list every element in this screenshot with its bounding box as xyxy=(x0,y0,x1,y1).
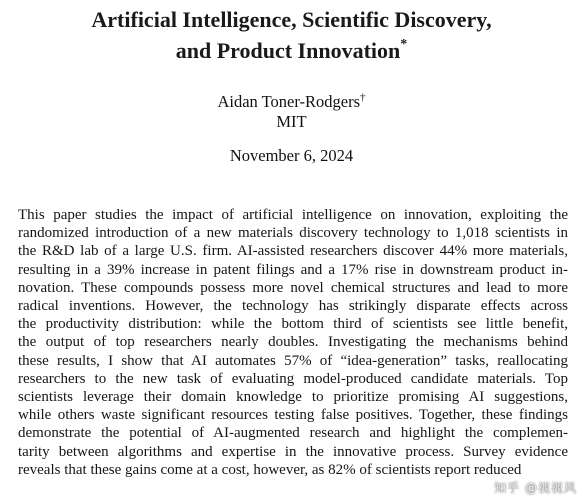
abstract-line: these results, I show that AI automates 57% of “idea-generation” tasks, reallocating xyxy=(18,352,568,369)
title-footnote-mark: * xyxy=(400,36,408,52)
abstract-line: radical inventions. However, the technology has strikingly disparate effects across xyxy=(18,298,568,315)
abstract-line: demonstrate the potential of AI-augmented research and highlight the complemen- xyxy=(18,425,568,442)
title-line-2-text: and Product Innovation xyxy=(175,38,401,63)
author-affiliation: MIT xyxy=(276,112,307,131)
author-name xyxy=(0,92,583,112)
watermark: 知乎 @视视风 xyxy=(494,481,577,495)
abstract-line: the productivity distribution: while the bottom third of scientists see little benefit, xyxy=(18,316,568,333)
author-footnote-mark: † xyxy=(360,91,366,104)
abstract-line: novation. These compounds possess more novel chemical structures and lead to more xyxy=(18,279,568,296)
abstract-line: reveals that these gains come at a cost, however, as 82% of scientists report reduced xyxy=(18,461,522,478)
abstract-line: resulting in a 39% increase in patent filings and a 17% rise in downstream product in- xyxy=(18,261,568,278)
author-name-text: Aidan Toner-Rodgers xyxy=(217,92,361,111)
publication-date: November 6, 2024 xyxy=(229,146,354,165)
title-line-1: Artificial Intelligence, Scientific Discovery, xyxy=(91,7,492,32)
abstract-line: the R&D lab of a large U.S. firm. AI-assisted researchers discover 44% more materials, xyxy=(18,243,568,260)
abstract xyxy=(18,206,568,479)
abstract-line: This paper studies the impact of artificial intelligence on innovation, exploiting the xyxy=(18,207,568,223)
abstract-line: tarity between algorithms and expertise in the innovative process. Survey evidence xyxy=(18,443,568,460)
paper-title xyxy=(0,4,583,66)
abstract-line: while others waste significant resources testing false positives. Together, these findings xyxy=(18,407,568,424)
abstract-line: researchers to the new task of evaluating model-produced candidate materials. Top xyxy=(18,370,568,387)
title-line-2 xyxy=(0,35,583,66)
abstract-line: the output of top researchers nearly doubles. Investigating the mechanisms behind xyxy=(18,334,568,351)
abstract-line: randomized introduction of a new materials discovery technology to 1,018 scientists in xyxy=(18,225,568,242)
abstract-line: scientists leverage their domain knowledge to prioritize promising AI suggestions, xyxy=(18,389,568,406)
